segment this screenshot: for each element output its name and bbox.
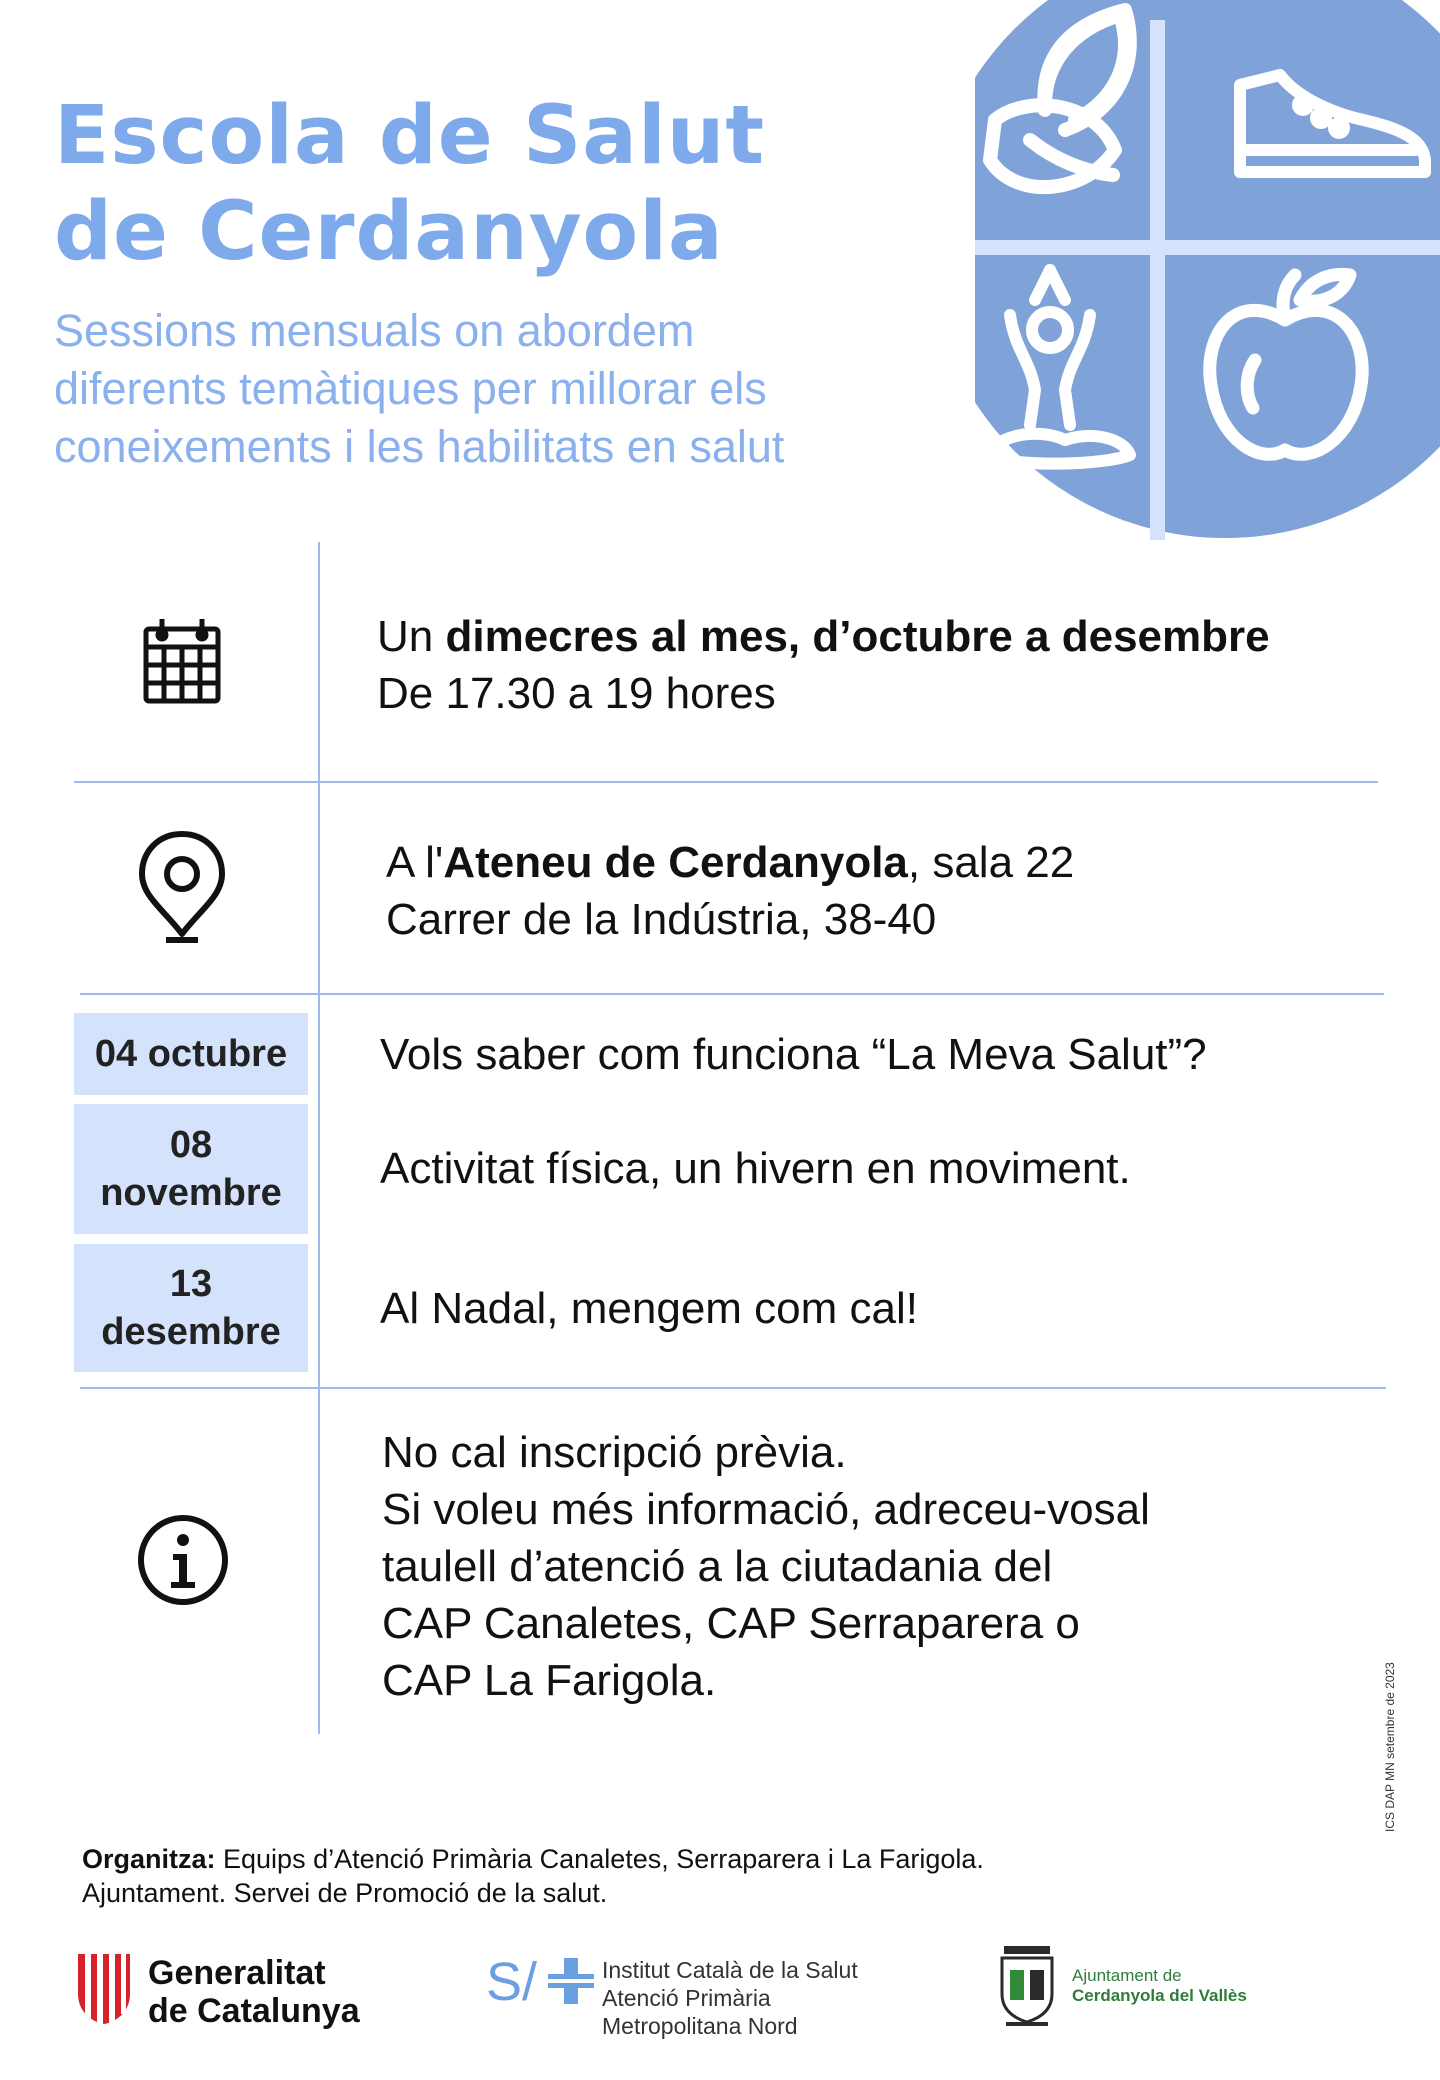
- row-divider: [80, 993, 1384, 995]
- hero-illustration: [935, 0, 1440, 540]
- location-pin-icon: [138, 830, 226, 946]
- document-code: ICS DAP MN setembre de 2023: [1383, 1662, 1397, 1832]
- subtitle-line: coneixements i les habilitats en salut: [54, 421, 785, 472]
- organizer-text: Equips d’Atenció Primària Canaletes, Serraparera i La Farigola.: [215, 1844, 984, 1874]
- ics-logo-mark: S/: [486, 1952, 538, 2012]
- location-prefix: A l': [386, 838, 444, 887]
- location-text: [386, 834, 1386, 948]
- logo-line: Institut Català de la Salut: [602, 1957, 858, 1983]
- subtitle-line: Sessions mensuals on abordem: [54, 305, 695, 356]
- title-line: de Cerdanyola: [54, 185, 724, 279]
- organizer-line2: Ajuntament. Servei de Promoció de la salut.: [82, 1878, 608, 1908]
- location-line2: Carrer de la Indústria, 38-40: [386, 895, 937, 944]
- location-line1: [386, 834, 1386, 891]
- schedule-line1: [377, 608, 1377, 665]
- logo-line: Generalitat: [148, 1954, 326, 1992]
- schedule-text: [377, 608, 1377, 722]
- location-bold: Ateneu de Cerdanyola: [443, 838, 908, 887]
- info-line: CAP Canaletes, CAP Serraparera o: [382, 1599, 1080, 1648]
- info-icon: [135, 1512, 231, 1608]
- generalitat-logo-text: [148, 1954, 360, 2030]
- row-divider: [80, 1387, 1386, 1389]
- info-line: No cal inscripció prèvia.: [382, 1428, 847, 1477]
- schedule-bold: dimecres al mes, d’octubre a desembre: [445, 612, 1270, 661]
- location-suffix: , sala 22: [907, 838, 1075, 887]
- session-date-card: [74, 1244, 308, 1372]
- session-topic: Activitat física, un hivern en moviment.: [380, 1144, 1131, 1193]
- schedule-prefix: Un: [377, 612, 446, 661]
- info-line: taulell d’atenció a la ciutadania del: [382, 1542, 1053, 1591]
- logo-line: de Catalunya: [148, 1992, 360, 2030]
- session-date-card: [74, 1013, 308, 1095]
- info-line: Si voleu més informació, adreceu-vosal: [382, 1485, 1150, 1534]
- ics-logo-text: [602, 1956, 858, 2040]
- organizer-note: [82, 1842, 1282, 1910]
- organizer-line1: [82, 1842, 1282, 1876]
- page-title: [54, 88, 954, 280]
- session-date-line: novembre: [100, 1172, 282, 1214]
- logo-line: Metropolitana Nord: [602, 2013, 798, 2039]
- ajuntament-logo-text: [1072, 1966, 1247, 2006]
- info-text: [382, 1424, 1382, 1709]
- session-date-line: desembre: [101, 1311, 281, 1353]
- calendar-icon: [142, 615, 222, 707]
- organizer-label: Organitza:: [82, 1844, 216, 1874]
- session-date-line: 13: [169, 1263, 213, 1305]
- logo-line: Cerdanyola del Vallès: [1072, 1986, 1247, 2005]
- logo-line: Ajuntament de: [1072, 1966, 1182, 1985]
- info-line: CAP La Farigola.: [382, 1656, 717, 1705]
- logo-line: Atenció Primària: [602, 1985, 771, 2011]
- ics-cross-icon: [548, 1958, 594, 2004]
- generalitat-logo-icon: [74, 1950, 134, 2026]
- subtitle-line: diferents temàtiques per millorar els: [54, 363, 767, 414]
- session-topic: Al Nadal, mengem com cal!: [380, 1284, 918, 1333]
- page-subtitle: [54, 302, 914, 476]
- session-date-line: 08: [169, 1124, 213, 1166]
- session-date-card: [74, 1104, 308, 1234]
- session-date-line: 04 octubre: [94, 1033, 288, 1075]
- ajuntament-shield-icon: [996, 1944, 1058, 2028]
- title-line: Escola de Salut: [54, 89, 766, 183]
- session-topic: Vols saber com funciona “La Meva Salut”?: [380, 1030, 1207, 1079]
- row-divider: [74, 781, 1378, 783]
- vertical-divider: [318, 542, 320, 1734]
- schedule-line2: De 17.30 a 19 hores: [377, 669, 776, 718]
